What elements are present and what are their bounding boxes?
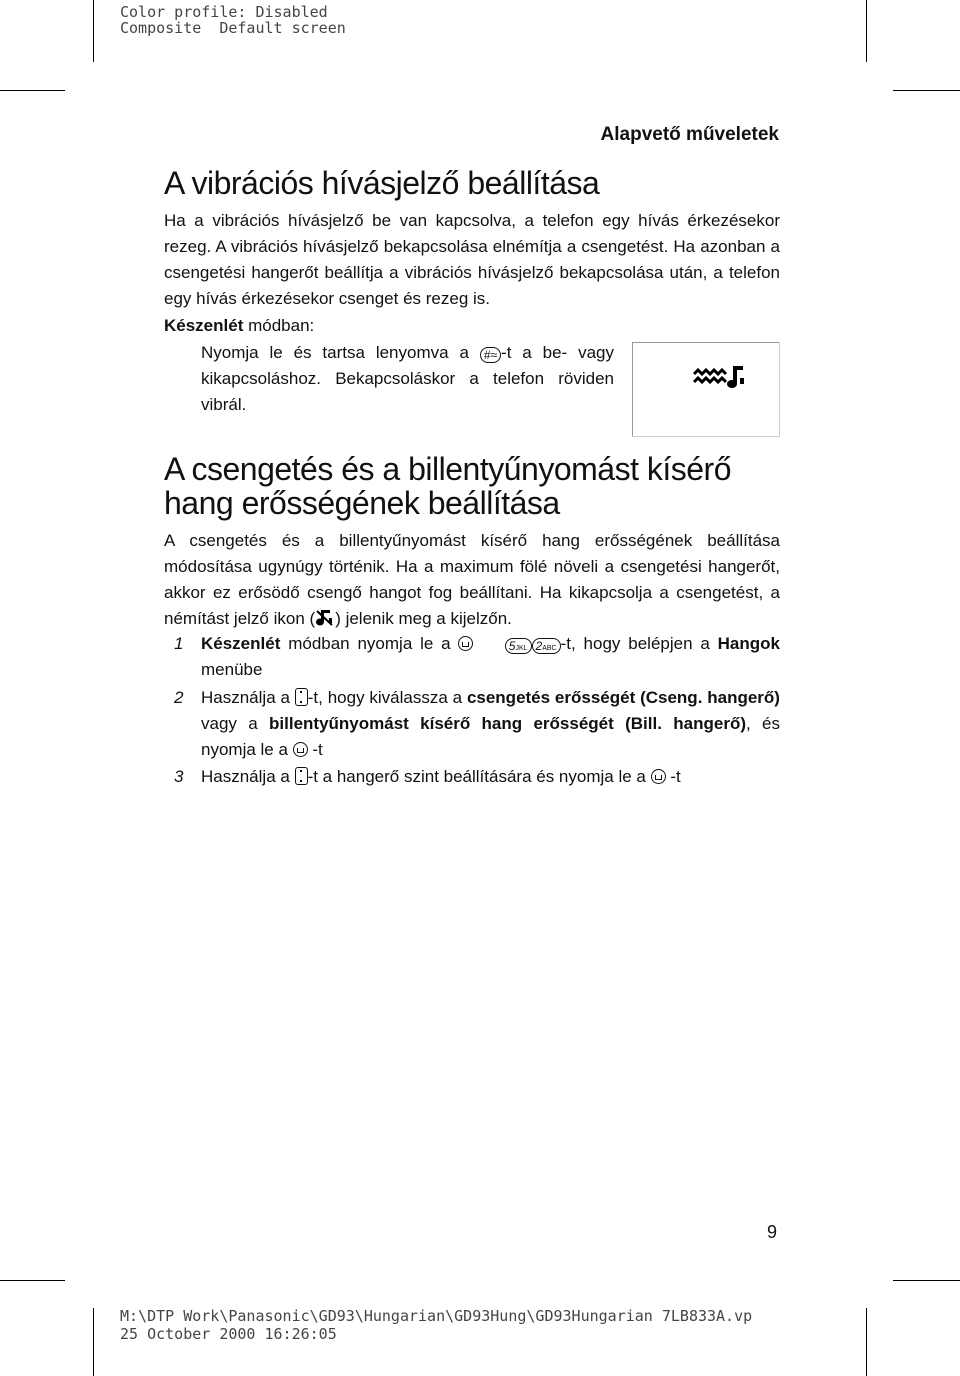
- print-footer-date: 25 October 2000 16:26:05: [120, 1325, 337, 1343]
- crop-mark: [893, 1280, 960, 1281]
- standby-mode-label: Készenlét módban:: [164, 316, 315, 335]
- print-header-line2: Composite Default screen: [120, 19, 346, 37]
- crop-mark: [866, 1308, 867, 1376]
- menu-key-icon: [293, 742, 308, 757]
- display-screen: [632, 342, 780, 437]
- section1-title: A vibrációs hívásjelző beállítása: [164, 165, 600, 201]
- running-header: Alapvető műveletek: [600, 124, 779, 145]
- key-5-icon: 5JKL: [505, 638, 532, 654]
- hash-key-icon: #≈: [480, 347, 501, 363]
- menu-key-icon: [458, 636, 473, 651]
- step-number: 1: [174, 634, 184, 653]
- step-number: 2: [174, 688, 184, 707]
- step-number: 3: [174, 767, 184, 786]
- crop-mark: [0, 90, 65, 91]
- vibrate-bell-icon: [692, 364, 748, 390]
- navigation-key-icon: [295, 767, 308, 785]
- section2-title: A csengetés és a billentyűnyomást kísérő hang erősségének beállítása: [164, 451, 731, 521]
- mute-icon: [315, 609, 335, 627]
- print-header-line1: Color profile: Disabled: [120, 3, 328, 21]
- menu-key-icon: [651, 769, 666, 784]
- navigation-key-icon: [295, 688, 308, 706]
- crop-mark: [93, 0, 94, 62]
- vibration-instruction: Nyomja le és tartsa lenyomva a #≈ -t a be- vagy kikapcsoláshoz. Bekapcsoláskor a telefon röviden vibrál.: [201, 343, 614, 414]
- step-1: Készenlét módban nyomja le a 5JKL 2ABC -t, hogy belépjen a Hangok menübe: [201, 634, 780, 679]
- key-2-icon: 2ABC: [532, 638, 561, 654]
- step-2: Használja a -t, hogy kiválassza a csengetés erősségét (Cseng. hangerő) vagy a billentyűnyomást kísérő hang erősségét (Bill. hangerő), és nyomja le a -t: [201, 688, 781, 759]
- step-3: Használja a -t a hangerő szint beállítására és nyomja le a -t: [201, 767, 681, 786]
- print-footer-path: M:\DTP Work\Panasonic\GD93\Hungarian\GD93Hung\GD93Hungarian 7LB833A.vp: [120, 1307, 753, 1325]
- section1-paragraph: Ha a vibrációs hívásjelző be van kapcsolva, a telefon egy hívás érkezésekor rezeg. A vibrációs hívásjelző bekapcsolása elnémítja a csengetést. Ha azonban a csengetési hangerőt beállítja a vibrációs hívásjelző bekapcsolása után, a telefon egy hívás érkezésekor csenget és rezeg is.: [164, 211, 780, 308]
- crop-mark: [0, 1280, 65, 1281]
- crop-mark: [866, 0, 867, 62]
- crop-mark: [893, 90, 960, 91]
- section2-paragraph: A csengetés és a billentyűnyomást kísérő hang erősségének beállítása módosítása ugynúgy történik. Ha a maximum fölé növeli a csengetési hangerőt, akkor ez erősödő csengő hangot fog beállítani. Ha kikapcsolja a csengetést, a némítást jelző ikon ( ) jelenik meg a kijelzőn.: [164, 531, 780, 628]
- crop-mark: [93, 1308, 94, 1376]
- page-number: 9: [767, 1222, 778, 1242]
